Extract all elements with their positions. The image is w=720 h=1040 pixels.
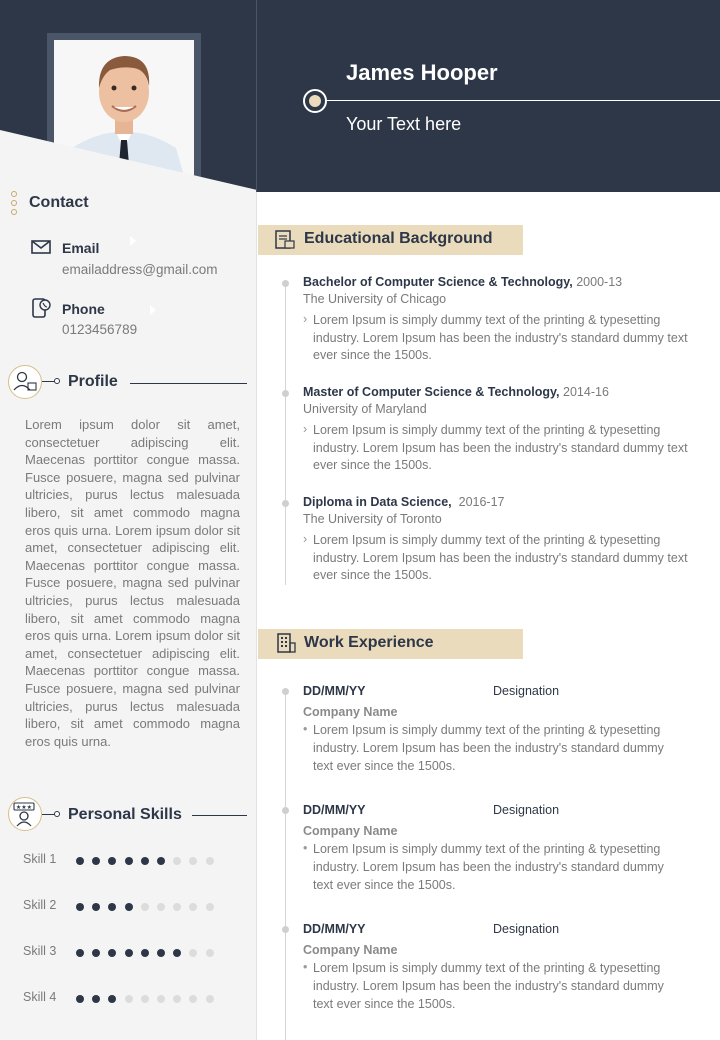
skills-heading-line: [192, 815, 247, 816]
skill-dot-filled: [76, 949, 84, 957]
work-designation: Designation: [493, 684, 560, 698]
header-bullet-center: [309, 95, 321, 107]
skill-dot-filled: [125, 949, 133, 957]
skill-dot-empty: [141, 995, 149, 1003]
skill-dot-filled: [125, 903, 133, 911]
skill-label: Skill 2: [23, 898, 57, 912]
company-name: Company Name: [303, 824, 398, 838]
degree-name: Diploma in Data Science,: [303, 495, 452, 509]
skill-dot-empty: [173, 995, 181, 1003]
work-designation: Designation: [493, 922, 560, 936]
phone-label: Phone: [62, 301, 105, 317]
skill-dot-empty: [189, 949, 197, 957]
skill-dot-filled: [92, 903, 100, 911]
degree-title: [303, 385, 609, 399]
candidate-tagline: Your Text here: [346, 114, 462, 134]
profile-icon-circle: [8, 365, 42, 399]
skill-dot-empty: [173, 857, 181, 865]
degree-title: [303, 495, 505, 509]
skill-dot-filled: [108, 949, 116, 957]
skill-rating: [76, 949, 222, 957]
company-name: Company Name: [303, 943, 398, 957]
profile-heading: Profile: [68, 373, 118, 390]
work-description: Lorem Ipsum is simply dummy text of the printing & typesetting industry. Lorem Ipsum has been the industry's standard dummy text ever since the 1500s.: [313, 961, 664, 1011]
skill-row: [23, 898, 56, 912]
svg-text:★★★: ★★★: [15, 804, 33, 811]
contact-dots-icon: [11, 191, 17, 218]
timeline-dot: [282, 280, 289, 287]
skill-rating: [76, 903, 222, 911]
degree-years: 2014-16: [563, 385, 609, 399]
education-heading: Educational Background: [304, 230, 493, 247]
skill-label: Skill 1: [23, 852, 57, 866]
profile-text: Lorem ipsum dolor sit amet, consectetuer adipiscing elit. Maecenas porttitor congue massa. Fusce posuere, magna sed pulvinar ultricies, purus lectus malesuada libero, sit amet commodo magna eros quis urna. Lorem ipsum dolor sit amet, consectetuer adipiscing elit. Maecenas porttitor congue massa. Fusce posuere, magna sed pulvinar ultricies, purus lectus malesuada libero, sit amet commodo magna eros quis urna. Lorem ipsum dolor sit amet, consectetuer adipiscing elit. Maecenas porttitor congue massa. Fusce posuere, magna sed pulvinar ultricies, purus lectus malesuada libero, sit amet commodo magna eros quis urna.: [25, 417, 240, 749]
skill-dot-filled: [108, 995, 116, 1003]
skill-label: Skill 4: [23, 990, 57, 1004]
skill-dot-filled: [92, 949, 100, 957]
work-description: Lorem Ipsum is simply dummy text of the printing & typesetting industry. Lorem Ipsum has been the industry's standard dummy text ever since the 1500s.: [313, 842, 664, 892]
skill-dot-filled: [76, 857, 84, 865]
rating-person-icon: [9, 798, 40, 829]
skill-dot-empty: [206, 903, 214, 911]
skill-dot-filled: [157, 949, 165, 957]
candidate-name: James Hooper: [346, 60, 498, 85]
skill-dot-filled: [141, 949, 149, 957]
degree-title: [303, 275, 622, 289]
work-date: DD/MM/YY: [303, 803, 366, 817]
skill-dot-empty: [206, 995, 214, 1003]
email-pointer: [130, 236, 136, 246]
skills-connector-dot: [54, 811, 60, 817]
contact-heading: Contact: [29, 194, 89, 211]
work-date: DD/MM/YY: [303, 922, 366, 936]
timeline-dot: [282, 926, 289, 933]
skill-dot-filled: [76, 903, 84, 911]
work-heading: Work Experience: [304, 634, 434, 651]
skill-dot-filled: [125, 857, 133, 865]
phone-value: 0123456789: [62, 322, 138, 337]
school-name: The University of Chicago: [303, 292, 447, 306]
skill-dot-empty: [125, 995, 133, 1003]
sidebar-wedge: [0, 130, 257, 200]
skills-icon-circle: [8, 797, 42, 831]
profile-heading-line: [130, 383, 247, 384]
user-id-icon: [9, 366, 40, 397]
skill-dot-empty: [206, 949, 214, 957]
work-date: DD/MM/YY: [303, 684, 366, 698]
degree-name: Master of Computer Science & Technology,: [303, 385, 560, 399]
education-timeline: [285, 285, 286, 585]
skill-dot-empty: [157, 995, 165, 1003]
timeline-dot: [282, 807, 289, 814]
skill-rating: [76, 857, 222, 865]
email-value: emailaddress@gmail.com: [62, 262, 218, 277]
profile-connector-dot: [54, 378, 60, 384]
certificate-icon: [273, 228, 297, 252]
skill-row: [23, 852, 56, 866]
skill-dot-filled: [173, 949, 181, 957]
skill-dot-filled: [108, 857, 116, 865]
skill-dot-filled: [92, 995, 100, 1003]
bullet-icon: •: [303, 960, 308, 974]
bullet-icon: •: [303, 722, 308, 736]
company-name: Company Name: [303, 705, 398, 719]
skill-dot-filled: [108, 903, 116, 911]
skill-dot-filled: [141, 857, 149, 865]
skill-dot-empty: [157, 903, 165, 911]
phone-pointer: [150, 305, 156, 315]
work-description: Lorem Ipsum is simply dummy text of the printing & typesetting industry. Lorem Ipsum has been the industry's standard dummy text ever since the 1500s.: [313, 723, 664, 773]
phone-icon: [31, 297, 53, 319]
skill-dot-empty: [206, 857, 214, 865]
office-building-icon: [274, 631, 298, 655]
skill-row: [23, 990, 56, 1004]
skill-dot-filled: [76, 995, 84, 1003]
skill-dot-empty: [173, 903, 181, 911]
timeline-dot: [282, 688, 289, 695]
skill-label: Skill 3: [23, 944, 57, 958]
bullet-icon: •: [303, 841, 308, 855]
chevron-right-icon: ›: [303, 532, 308, 546]
timeline-dot: [282, 500, 289, 507]
degree-years: 2000-13: [576, 275, 623, 289]
skill-dot-empty: [189, 857, 197, 865]
degree-description: Lorem Ipsum is simply dummy text of the printing & typesetting industry. Lorem Ipsum has been the industry's standard dummy text ever since the 1500s.: [313, 423, 688, 472]
degree-description: Lorem Ipsum is simply dummy text of the printing & typesetting industry. Lorem Ipsum has been the industry's standard dummy text ever since the 1500s.: [313, 313, 688, 362]
degree-description: Lorem Ipsum is simply dummy text of the printing & typesetting industry. Lorem Ipsum has been the industry's standard dummy text ever since the 1500s.: [313, 533, 688, 582]
skill-dot-empty: [141, 903, 149, 911]
school-name: The University of Toronto: [303, 512, 442, 526]
column-divider-lower: [256, 192, 257, 1040]
skill-dot-empty: [189, 903, 197, 911]
email-label: Email: [62, 240, 100, 256]
degree-name: Bachelor of Computer Science & Technology,: [303, 275, 573, 289]
envelope-icon: [31, 239, 51, 255]
work-timeline: [285, 690, 286, 1040]
timeline-dot: [282, 390, 289, 397]
chevron-right-icon: ›: [303, 422, 308, 436]
school-name: University of Maryland: [303, 402, 427, 416]
skill-row: [23, 944, 56, 958]
degree-years: 2016-17: [458, 495, 505, 509]
skill-dot-empty: [189, 995, 197, 1003]
skill-dot-filled: [92, 857, 100, 865]
skill-dot-filled: [157, 857, 165, 865]
work-designation: Designation: [493, 803, 560, 817]
header-underline: [316, 100, 720, 101]
skill-rating: [76, 995, 222, 1003]
skills-heading: Personal Skills: [68, 806, 182, 823]
chevron-right-icon: ›: [303, 312, 308, 326]
